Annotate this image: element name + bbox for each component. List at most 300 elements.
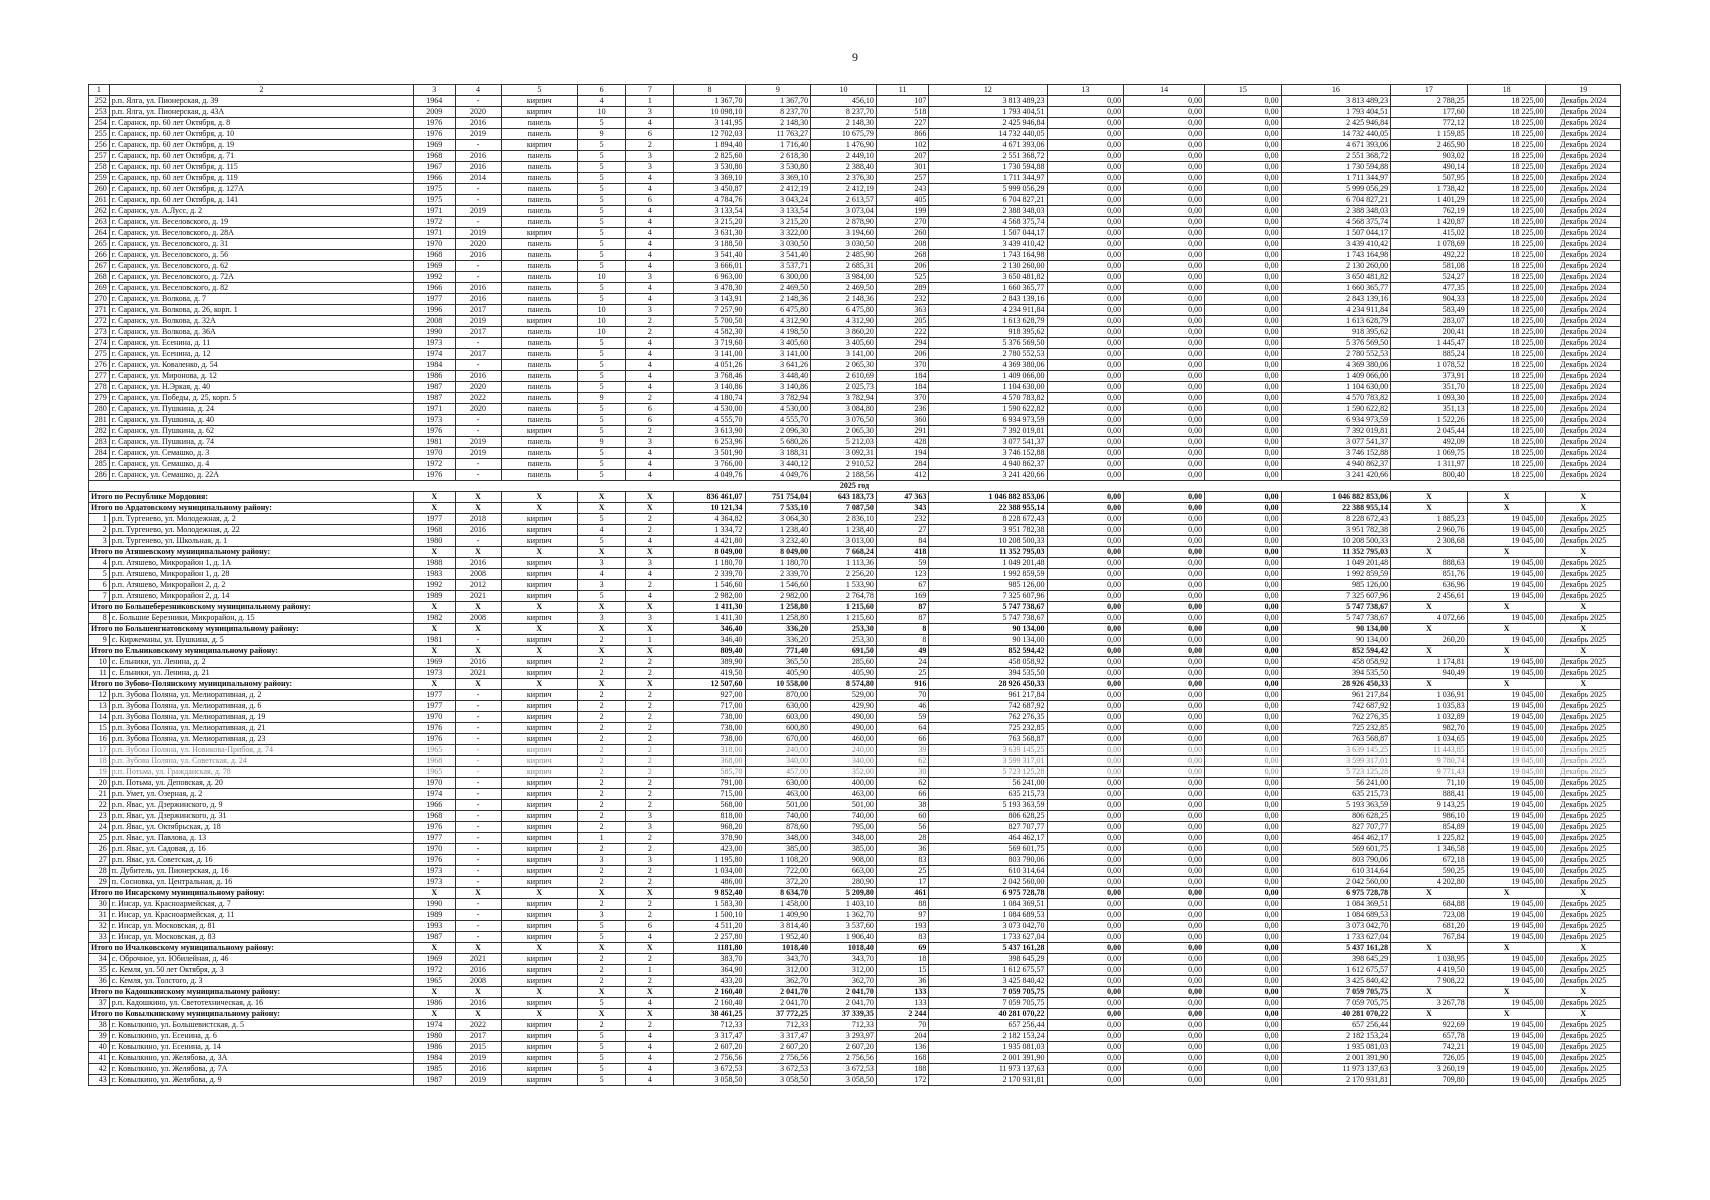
table-cell: 18 225,00 [1467,426,1546,437]
table-cell: 0,00 [1124,1064,1205,1075]
table-cell: 1 180,70 [674,558,745,569]
table-cell: 5 [578,382,626,393]
table-row [89,976,1621,987]
table-cell: р.п. Зубова Поляна, ул. Мелиоративная, д. 19 [109,712,413,723]
table-cell: 3 [413,85,455,96]
table-cell: 3 951 782,38 [929,525,1047,536]
table-row [89,701,1621,712]
table-cell: 763 568,87 [1281,734,1390,745]
table-cell: 0,00 [1205,646,1282,657]
table-cell: 507,95 [1391,173,1468,184]
table-cell: 2019 [455,228,501,239]
table-cell: 0,00 [1124,756,1205,767]
table-cell: 0,00 [1205,965,1282,976]
table-cell: 5 [578,195,626,206]
table-cell: 2 982,00 [674,591,745,602]
table-cell: Декабрь 2025 [1546,558,1621,569]
table-cell: 2 [578,690,626,701]
table-cell: 270 [89,294,110,305]
table-cell: 2020 [455,107,501,118]
table-cell: 2 [578,877,626,888]
table-cell: 1965 [413,767,455,778]
table-cell: 712,33 [811,1020,877,1031]
table-cell: 269 [89,283,110,294]
table-cell: панель [501,239,578,250]
table-cell: 107 [876,96,929,107]
table-cell: X [1546,602,1621,613]
table-cell: 827 707,77 [929,822,1047,833]
table-cell: 236 [876,404,929,415]
table-cell: 262 [89,206,110,217]
table-cell: 1987 [413,393,455,404]
table-cell: Декабрь 2025 [1546,789,1621,800]
table-cell: 918 395,62 [1281,327,1390,338]
table-cell: 590,25 [1391,866,1468,877]
table-cell: 2 613,57 [811,195,877,206]
table-cell: кирпич [501,767,578,778]
table-cell: 22 388 955,14 [929,503,1047,514]
table-cell: г. Саранск, ул. Пушкина, д. 62 [109,426,413,437]
table-cell: 283,07 [1391,316,1468,327]
table-cell: 18 225,00 [1467,305,1546,316]
table-cell: 681,20 [1391,921,1468,932]
table-cell: 0,00 [1047,140,1124,151]
table-cell: 1 311,97 [1391,459,1468,470]
table-cell: 19 045,00 [1467,558,1546,569]
table-cell: 1987 [413,932,455,943]
table-cell: 1 195,80 [674,855,745,866]
table-cell: 2 148,36 [811,294,877,305]
table-cell: 2 756,56 [674,1053,745,1064]
table-cell: 0,00 [1205,998,1282,1009]
table-cell: 184 [876,371,929,382]
table-cell: 3 766,00 [674,459,745,470]
table-cell: 2 042 560,00 [929,877,1047,888]
table-cell: 1968 [413,250,455,261]
table-cell: Декабрь 2024 [1546,96,1621,107]
table-cell: 795,00 [811,822,877,833]
table-cell: 0,00 [1047,206,1124,217]
table-cell: 3 369,10 [674,173,745,184]
table-cell: 11 443,85 [1391,745,1468,756]
table-row [89,899,1621,910]
table-cell: 60 [876,811,929,822]
table-cell: Декабрь 2025 [1546,1064,1621,1075]
table-cell: 2 160,40 [674,987,745,998]
table-cell: 1 793 404,51 [1281,107,1390,118]
table-cell: 0,00 [1047,547,1124,558]
table-cell: панель [501,437,578,448]
table-cell: 6 975 728,78 [929,888,1047,899]
table-cell: 0,00 [1047,921,1124,932]
table-row [89,305,1621,316]
table-cell: 4 568 375,74 [929,217,1047,228]
table-cell: 204 [876,1031,929,1042]
table-cell: 0,00 [1124,173,1205,184]
table-cell: 772,12 [1391,118,1468,129]
table-cell: X [626,1009,674,1020]
table-cell: 4 234 911,84 [929,305,1047,316]
table-cell: 0,00 [1124,635,1205,646]
table-cell: 1 [89,514,110,525]
table-cell: 266 [89,250,110,261]
table-cell: 1 046 882 853,06 [1281,492,1390,503]
table-cell: 2 [578,822,626,833]
table-cell: 264 [89,228,110,239]
table-cell: кирпич [501,899,578,910]
table-cell: 2020 [455,382,501,393]
table-cell: 2 339,70 [745,569,811,580]
table-cell: 5 [578,1064,626,1075]
table-cell: 2 [626,1020,674,1031]
table-cell: X [455,503,501,514]
table-row [89,1075,1621,1086]
table-cell: X [1391,888,1468,899]
table-cell: 394 535,50 [1281,668,1390,679]
table-cell: с. Большие Березники, Микрорайон, д. 15 [109,613,413,624]
total-row [89,679,1621,690]
table-row [89,382,1621,393]
table-cell: 2 [626,899,674,910]
table-cell: 0,00 [1205,536,1282,547]
table-cell: X [501,679,578,690]
table-row [89,558,1621,569]
table-cell: X [578,602,626,613]
table-cell: 18 225,00 [1467,437,1546,448]
table-cell: X [578,943,626,954]
table-cell: 4 202,80 [1391,877,1468,888]
table-cell: 10 208 500,33 [929,536,1047,547]
table-cell: Декабрь 2024 [1546,437,1621,448]
table-cell: 36 [876,844,929,855]
table-cell: 2 [626,844,674,855]
table-row [89,140,1621,151]
table-cell: X [1546,888,1621,899]
table-cell: 569 601,75 [1281,844,1390,855]
table-cell: 0,00 [1205,217,1282,228]
table-cell: - [455,459,501,470]
table-cell: 0,00 [1047,470,1124,481]
table-cell: 3 260,19 [1391,1064,1468,1075]
table-cell: кирпич [501,228,578,239]
table-cell: 1 546,60 [745,580,811,591]
table-cell: 0,00 [1124,492,1205,503]
table-cell: 31 [89,910,110,921]
table-cell: 1 711 344,97 [929,173,1047,184]
table-cell: 3 092,31 [811,448,877,459]
table-cell: 18 225,00 [1467,393,1546,404]
table-cell: 19 045,00 [1467,855,1546,866]
total-row [89,602,1621,613]
table-cell: 36 [89,976,110,987]
table-cell: г. Саранск, пр. 60 лет Октября, д. 10 [109,129,413,140]
table-cell: 1 992 859,59 [1281,569,1390,580]
table-row [89,734,1621,745]
table-cell: X [578,987,626,998]
table-cell: кирпич [501,635,578,646]
table-cell: 257 [876,173,929,184]
table-cell: 3 [89,536,110,547]
table-cell: 1 258,80 [745,613,811,624]
table-cell: X [626,624,674,635]
table-cell: 18 225,00 [1467,184,1546,195]
table-cell: 2 130 260,00 [929,261,1047,272]
table-cell: 3 [626,151,674,162]
table-cell: 4 [626,932,674,943]
table-cell: 2015 [455,1042,501,1053]
table-cell: г. Ковылкино, ул. Большевистская, д. 5 [109,1020,413,1031]
table-cell: 4 180,74 [674,393,745,404]
table-cell: 346,40 [674,635,745,646]
table-cell: 2 [626,976,674,987]
table-cell: 581,08 [1391,261,1468,272]
table-cell: 4 671 393,06 [929,140,1047,151]
table-cell: X [455,602,501,613]
total-row [89,987,1621,998]
table-cell: - [455,877,501,888]
table-cell: 2008 [413,316,455,327]
table-cell: 2 [626,789,674,800]
table-cell: 1966 [413,283,455,294]
table-cell: 2009 [413,107,455,118]
table-cell: 1 084 689,53 [1281,910,1390,921]
table-cell: 5 [578,250,626,261]
table-cell: 70 [876,1020,929,1031]
table-cell: 5 [578,206,626,217]
table-cell: Декабрь 2025 [1546,866,1621,877]
table-cell: 4 [578,96,626,107]
table-cell: 2 [626,745,674,756]
table-cell: 3 [626,613,674,624]
table-cell: 2 001 391,90 [929,1053,1047,1064]
table-cell: 370 [876,360,929,371]
table-cell: 4 419,50 [1391,965,1468,976]
table-cell: 0,00 [1047,283,1124,294]
table-cell: 383,70 [674,954,745,965]
table-cell: г. Саранск, ул. Волкова, д. 32А [109,316,413,327]
table-cell: 0,00 [1047,184,1124,195]
table-cell: 17 [89,745,110,756]
table-cell: - [455,910,501,921]
table-cell: 272 [89,316,110,327]
table-cell: 3 746 152,88 [929,448,1047,459]
table-cell: 280 [89,404,110,415]
table-cell: X [501,492,578,503]
table-cell: 0,00 [1124,536,1205,547]
table-cell: Декабрь 2024 [1546,448,1621,459]
table-cell: 49 [876,646,929,657]
table-cell: 4 [578,525,626,536]
table-cell: Декабрь 2025 [1546,745,1621,756]
table-cell: 2 [578,756,626,767]
table-cell: г. Инсар, ул. Московская, д. 83 [109,932,413,943]
table-cell: панель [501,470,578,481]
table-cell: 0,00 [1124,1020,1205,1031]
table-cell: р.п. Зубова Поляна, ул. Мелиоративная, д. 21 [109,723,413,734]
table-cell: 18 225,00 [1467,140,1546,151]
table-cell: X [413,679,455,690]
table-cell: 0,00 [1205,844,1282,855]
table-cell: 6 [626,404,674,415]
table-cell: 5 747 738,67 [1281,613,1390,624]
table-cell: 0,00 [1047,349,1124,360]
table-cell: 5 700,50 [674,316,745,327]
table-cell: р.п. Тургенево, ул. Школьная, д. 1 [109,536,413,547]
table-cell: 1 590 622,82 [929,404,1047,415]
table-cell: 3 141,95 [674,118,745,129]
table-cell: 253,30 [811,635,877,646]
table-cell: 1993 [413,921,455,932]
table-cell: 11 [876,85,929,96]
table-row [89,833,1621,844]
table-cell: 6 963,00 [674,272,745,283]
table-cell: 168 [876,1053,929,1064]
table-cell: 1970 [413,778,455,789]
table-cell: 0,00 [1047,602,1124,613]
table-cell: 2 130 260,00 [1281,261,1390,272]
table-cell: 2016 [455,151,501,162]
table-cell: Декабрь 2025 [1546,712,1621,723]
table-cell: кирпич [501,954,578,965]
table-cell: 90 134,00 [929,624,1047,635]
table-cell: 888,63 [1391,558,1468,569]
table-cell: 1 660 365,77 [929,283,1047,294]
table-cell: 1970 [413,239,455,250]
table-cell: 3 293,97 [811,1031,877,1042]
table-cell: 18 225,00 [1467,173,1546,184]
table-cell: 2021 [455,668,501,679]
table-cell: X [413,547,455,558]
table-cell: кирпич [501,822,578,833]
table-cell: 8 [876,635,929,646]
table-cell: 0,00 [1047,492,1124,503]
table-cell: Декабрь 2025 [1546,998,1621,1009]
table-cell: 903,02 [1391,151,1468,162]
table-cell: 227 [876,118,929,129]
table-cell: 610 314,64 [929,866,1047,877]
table-row [89,525,1621,536]
table-cell: Декабрь 2024 [1546,151,1621,162]
table-cell: 286 [89,470,110,481]
table-cell: 1 [89,85,110,96]
table-cell: 1 507 044,17 [929,228,1047,239]
table-cell: 1992 [413,580,455,591]
table-cell: 0,00 [1047,987,1124,998]
table-cell: 7 908,22 [1391,976,1468,987]
table-cell: Декабрь 2024 [1546,316,1621,327]
table-cell: 0,00 [1124,624,1205,635]
table-row [89,745,1621,756]
table-row [89,778,1621,789]
table-cell: 84 [876,536,929,547]
table-cell: 0,00 [1205,877,1282,888]
table-cell: 0,00 [1124,987,1205,998]
table-cell: 258 [89,162,110,173]
table-cell: 968,20 [674,822,745,833]
table-cell: 1 730 594,88 [929,162,1047,173]
table-cell: 20 [89,778,110,789]
table-cell: 312,00 [745,965,811,976]
table-cell: 1 743 164,98 [929,250,1047,261]
table-row [89,767,1621,778]
table-cell: 4 234 911,84 [1281,305,1390,316]
table-cell: 7 392 019,81 [929,426,1047,437]
table-row [89,118,1621,129]
table-cell: 0,00 [1047,536,1124,547]
table-cell: 2016 [455,162,501,173]
table-cell: 19 045,00 [1467,932,1546,943]
table-cell: 284 [89,448,110,459]
table-cell: 2 [578,767,626,778]
table-cell: 7 325 607,96 [929,591,1047,602]
table-cell: 961 217,84 [929,690,1047,701]
table-cell: г. Саранск, ул. Миронова, д. 12 [109,371,413,382]
table-cell: г. Ковылкино, ул. Желябова, д. 3А [109,1053,413,1064]
table-cell: X [578,492,626,503]
table-cell: 0,00 [1205,899,1282,910]
table-cell: Декабрь 2024 [1546,162,1621,173]
table-cell: Декабрь 2025 [1546,613,1621,624]
table-cell: 803 790,06 [1281,855,1390,866]
table-cell: 4 [626,459,674,470]
table-cell: 684,88 [1391,899,1468,910]
table-cell: 6 [626,195,674,206]
table-cell: 1974 [413,1020,455,1031]
table-cell: 0,00 [1124,195,1205,206]
table-row [89,580,1621,591]
table-cell: 0,00 [1047,888,1124,899]
table-cell: 1985 [413,1064,455,1075]
table-cell: 0,00 [1124,833,1205,844]
table-cell: - [455,426,501,437]
table-cell: 1968 [413,151,455,162]
table-cell: 0,00 [1124,316,1205,327]
table-cell: 4 [626,173,674,184]
table-cell: 18 225,00 [1467,151,1546,162]
table-cell: 40 [89,1042,110,1053]
table-cell: кирпич [501,1075,578,1086]
table-cell: 5 376 569,50 [1281,338,1390,349]
table-cell: 5 747 738,67 [929,602,1047,613]
table-cell: 1 334,72 [674,525,745,536]
table-cell: 0,00 [1205,888,1282,899]
table-cell: Декабрь 2024 [1546,261,1621,272]
table-cell: 0,00 [1124,932,1205,943]
table-cell: 3 [578,910,626,921]
table-cell: 274 [89,338,110,349]
table-cell: 19 045,00 [1467,745,1546,756]
total-row [89,547,1621,558]
table-cell: 2012 [455,580,501,591]
table-cell: 398 645,29 [1281,954,1390,965]
table-cell: 38 461,25 [674,1009,745,1020]
table-cell: 2 [578,668,626,679]
table-cell: Декабрь 2025 [1546,976,1621,987]
table-cell: 1973 [413,415,455,426]
table-cell: 15 [876,965,929,976]
table-cell: - [455,723,501,734]
table-cell: 0,00 [1124,734,1205,745]
table-cell: 10 675,79 [811,129,877,140]
table-cell: 257 [89,151,110,162]
table-cell: 7 325 607,96 [1281,591,1390,602]
table-cell: 88 [876,899,929,910]
table-cell: 691,50 [811,646,877,657]
table-cell: с. Киржеманы, ул. Пушкина, д. 5 [109,635,413,646]
table-cell: р.п. Умет, ул. Озерная, д. 2 [109,789,413,800]
table-cell: Декабрь 2024 [1546,415,1621,426]
table-cell: 18 225,00 [1467,162,1546,173]
